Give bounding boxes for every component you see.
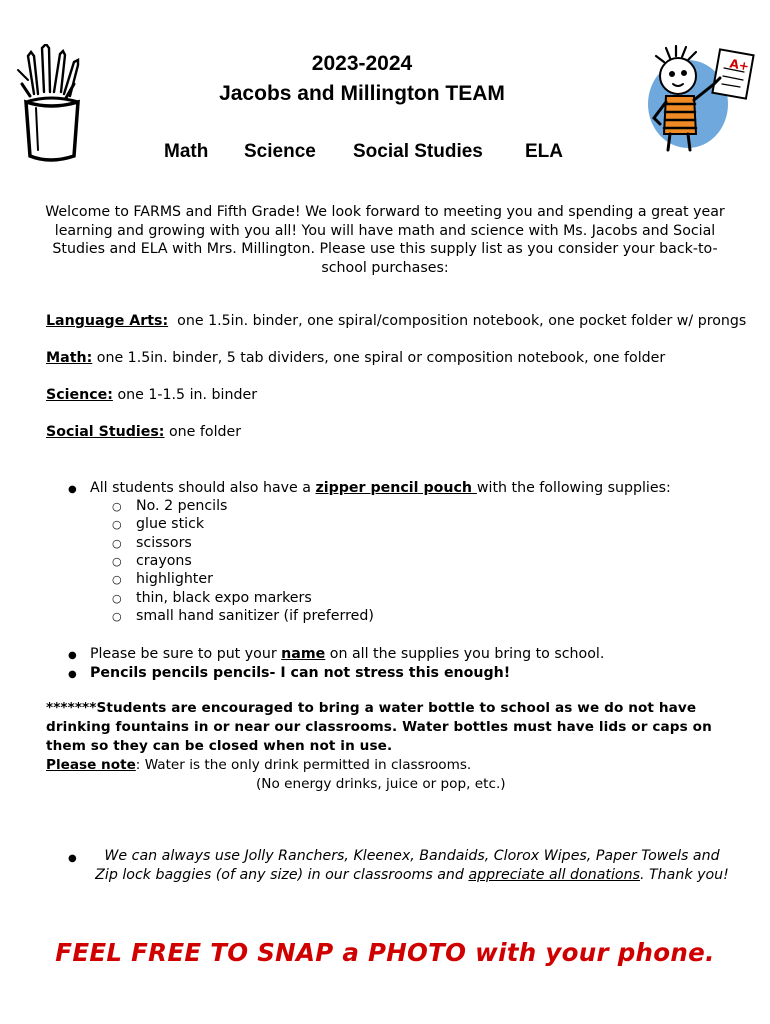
pouch-item: glue stick — [136, 516, 205, 532]
water-notice — [46, 699, 736, 794]
pouch-emphasis: zipper pencil pouch — [315, 480, 477, 496]
welcome-paragraph: Welcome to FARMS and Fifth Grade! We look forward to meeting you and spending a great year learning and growing with you all! You will have math and science with Ms. Jacobs and Social Studies and ELA with Mrs. Millington. Please use this supply list as you consider your back-to-school purchases: — [45, 204, 725, 276]
pouch-item: crayons — [136, 553, 192, 569]
pouch-intro-text: All students should also have a — [90, 480, 316, 496]
donations-paragraph — [46, 847, 736, 885]
donations-emphasis: appreciate all donations — [468, 867, 640, 883]
circle-bullet-icon: ○ — [112, 500, 122, 513]
donations-after: . Thank you! — [639, 867, 729, 883]
pouch-intro — [90, 479, 671, 497]
pouch-item: scissors — [136, 535, 192, 551]
bullet-icon: ● — [68, 650, 77, 661]
bullet-icon: ● — [68, 484, 77, 495]
name-emphasis: name — [281, 646, 326, 662]
supply-items: one 1.5in. binder, one spiral/composition notebook, one pocket folder w/ prongs — [177, 313, 747, 329]
bullet-icon: ● — [68, 669, 77, 680]
water-notice-text: *******Students are encouraged to bring a water bottle to school as we do not have drinking fountains in or near our classrooms. Water bottles must have lids or caps on them so they can be closed when not in use. — [46, 700, 712, 754]
pencil-pouch-list — [46, 479, 736, 629]
supply-label: Science: — [46, 387, 113, 403]
bullet-icon: ● — [68, 853, 77, 864]
pouch-item: No. 2 pencils — [136, 498, 228, 514]
name-reminder-end: on all the supplies you bring to school. — [325, 646, 605, 662]
snap-photo-banner: FEEL FREE TO SNAP a PHOTO with your phone. — [55, 938, 715, 967]
supply-social-studies — [46, 424, 241, 440]
drinks-parenthetical: (No energy drinks, juice or pop, etc.) — [256, 776, 506, 792]
supply-items: one 1-1.5 in. binder — [117, 387, 258, 403]
subject-math: Math — [164, 141, 209, 162]
circle-bullet-icon: ○ — [112, 610, 122, 623]
pencils-reminder: Pencils pencils pencils- I can not stress this enough! — [90, 665, 511, 681]
donations-text — [46, 847, 736, 885]
subject-science: Science — [244, 141, 316, 162]
name-reminder — [90, 645, 604, 663]
paper-grade: A+ — [728, 56, 751, 74]
supply-items: one folder — [169, 424, 242, 440]
subject-social-studies: Social Studies — [353, 141, 483, 162]
supply-math — [46, 350, 665, 366]
supply-language-arts — [46, 313, 746, 329]
circle-bullet-icon: ○ — [112, 518, 122, 531]
pouch-item: small hand sanitizer (if preferred) — [136, 608, 374, 624]
pouch-intro-end: with the following supplies: — [476, 480, 671, 496]
supply-items: one 1.5in. binder, 5 tab dividers, one spiral or composition notebook, one folder — [96, 350, 666, 366]
reminders-list — [46, 645, 736, 685]
pouch-item: highlighter — [136, 571, 213, 587]
subject-ela: ELA — [525, 141, 563, 162]
please-note-label: Please note — [46, 757, 136, 773]
circle-bullet-icon: ○ — [112, 555, 122, 568]
donations-before: We can always use Jolly Ranchers, Kleenex, Bandaids, Clorox Wipes, Paper Towels and Zip lock baggies (of any size) in our classrooms and — [95, 848, 720, 883]
school-year-title: 2023-2024 — [311, 52, 413, 75]
circle-bullet-icon: ○ — [112, 537, 122, 550]
name-reminder-text: Please be sure to put your — [90, 646, 282, 662]
supply-label: Language Arts: — [46, 313, 169, 329]
supply-label: Social Studies: — [46, 424, 165, 440]
pouch-item: thin, black expo markers — [136, 590, 312, 606]
circle-bullet-icon: ○ — [112, 573, 122, 586]
circle-bullet-icon: ○ — [112, 592, 122, 605]
supply-label: Math: — [46, 350, 93, 366]
team-title: Jacobs and Millington TEAM — [219, 82, 505, 105]
please-note-text: : Water is the only drink permitted in classrooms. — [135, 757, 472, 773]
supply-science — [46, 387, 257, 403]
